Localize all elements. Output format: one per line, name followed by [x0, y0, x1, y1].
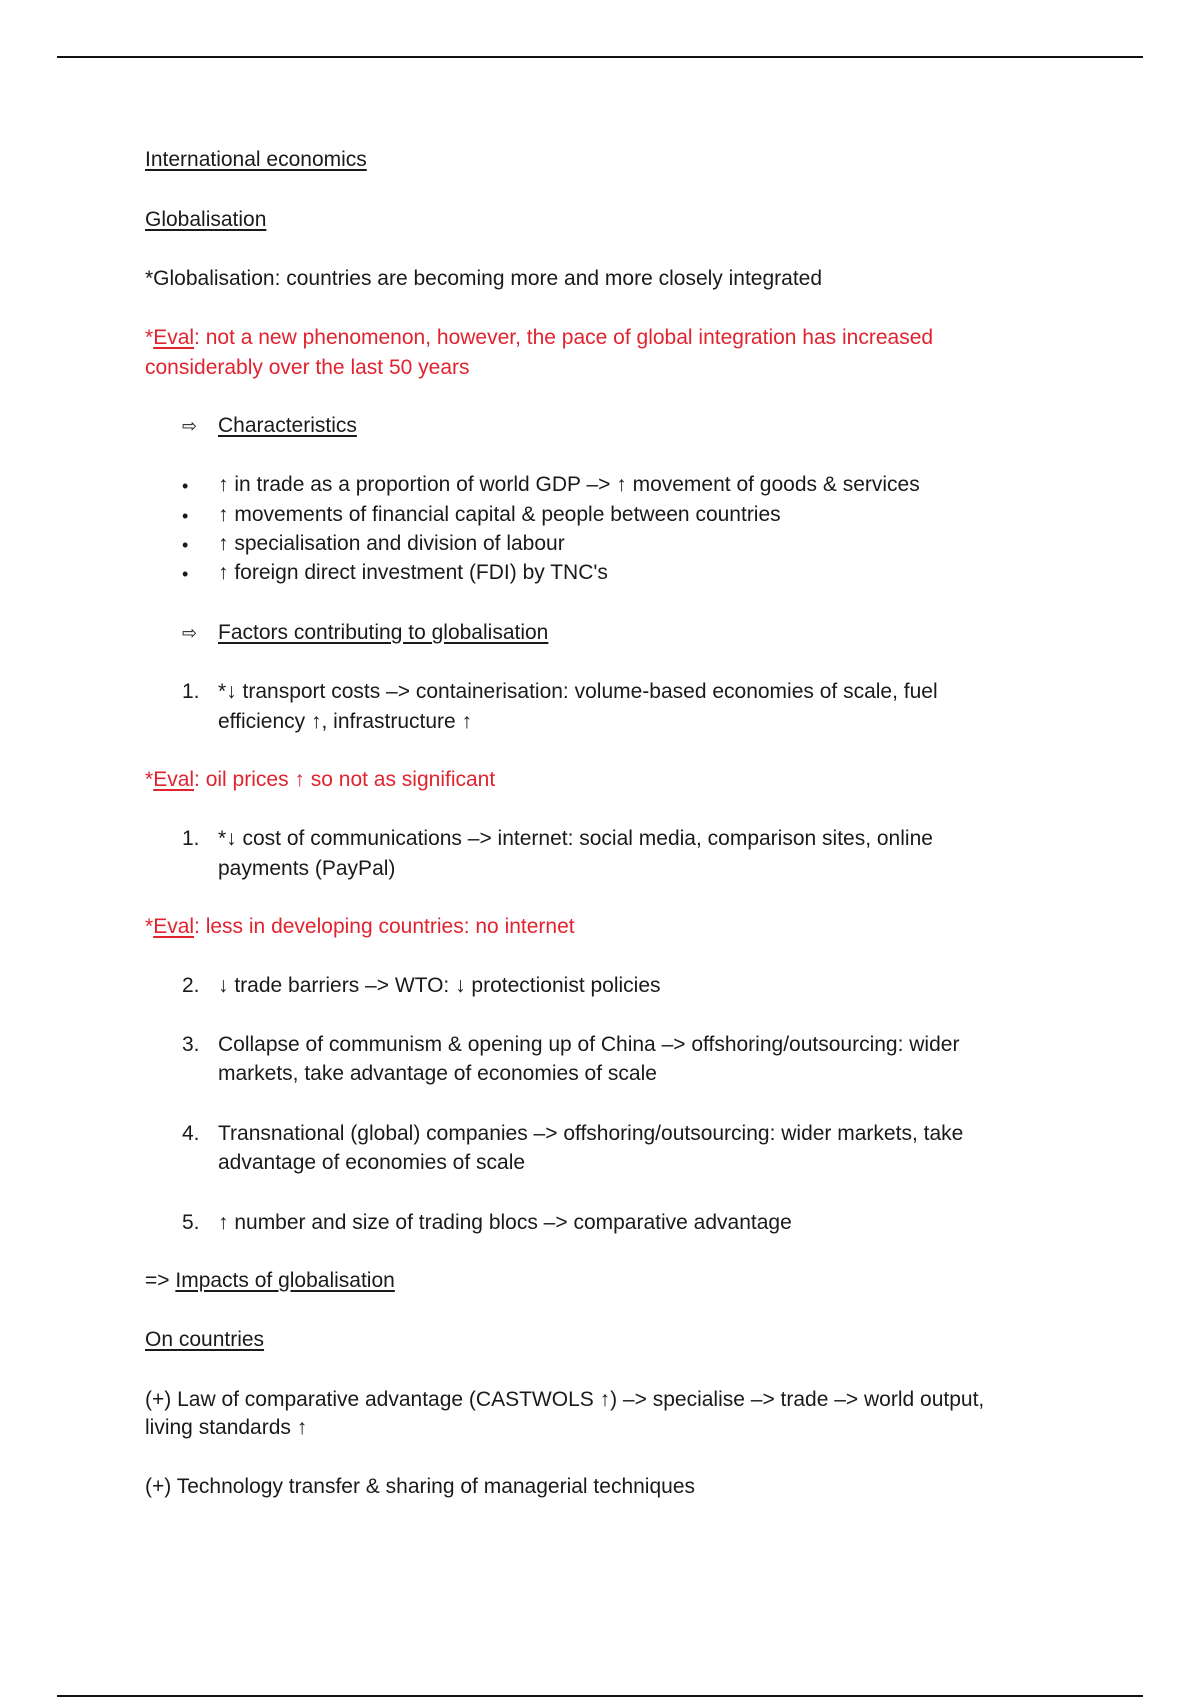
list-item: ↑ foreign direct investment (FDI) by TNC's: [218, 561, 608, 584]
list-number: 1.: [182, 680, 200, 703]
list-item: ↑ movements of financial capital & people between countries: [218, 503, 781, 526]
factor-item-continued: markets, take advantage of economies of scale: [218, 1062, 657, 1085]
factor-item-continued: advantage of economies of scale: [218, 1151, 526, 1174]
factor-item: Collapse of communism & opening up of China –> offshoring/outsourcing: wider: [218, 1033, 960, 1056]
eval-prefix: *: [145, 915, 154, 938]
list-number: 1.: [182, 827, 200, 850]
factor-item: ↓ trade barriers –> WTO: ↓ protectionist policies: [218, 974, 661, 997]
list-number: 2.: [182, 974, 200, 997]
page-title: International economics: [145, 148, 367, 171]
top-rule: [57, 56, 1143, 58]
list-number: 5.: [182, 1211, 200, 1234]
paragraph: (+) Technology transfer & sharing of managerial techniques: [145, 1475, 696, 1498]
eval-text: : less in developing countries: no internet: [194, 915, 575, 938]
impacts-heading: [145, 1266, 395, 1296]
bottom-rule: [57, 1695, 1143, 1697]
paragraph: (+) Law of comparative advantage (CASTWOLS ↑) –> specialise –> trade –> world output,: [145, 1388, 985, 1411]
eval-text: : oil prices ↑ so not as significant: [194, 768, 496, 791]
factor-item: Transnational (global) companies –> offshoring/outsourcing: wider markets, take: [218, 1122, 964, 1145]
list-item: ↑ specialisation and division of labour: [218, 532, 565, 555]
factor-item-continued: payments (PayPal): [218, 857, 396, 880]
definition: *Globalisation: countries are becoming more and more closely integrated: [145, 267, 823, 290]
eval-note: [145, 323, 933, 353]
eval-prefix: *: [145, 768, 154, 791]
eval-label: Eval: [153, 326, 195, 349]
bullet-icon: •: [182, 535, 189, 555]
bullet-icon: •: [182, 476, 189, 496]
factor-item: ↑ number and size of trading blocs –> comparative advantage: [218, 1211, 792, 1234]
eval-note: [145, 765, 495, 795]
impacts-heading-text: Impacts of globalisation: [175, 1269, 395, 1292]
arrow-icon: ⇨: [182, 623, 198, 643]
list-item: ↑ in trade as a proportion of world GDP –> ↑ movement of goods & services: [218, 473, 920, 496]
factor-item: *↓ transport costs –> containerisation: volume-based economies of scale, fuel: [218, 680, 938, 703]
arrow-icon: ⇨: [182, 416, 198, 436]
eval-note-continued: considerably over the last 50 years: [145, 356, 470, 379]
characteristics-heading: Characteristics: [218, 414, 357, 437]
eval-note: [145, 912, 575, 942]
impacts-prefix: =>: [145, 1269, 176, 1292]
paragraph-continued: living standards ↑: [145, 1416, 308, 1439]
section-heading: Globalisation: [145, 208, 267, 231]
eval-prefix: *: [145, 326, 154, 349]
bullet-icon: •: [182, 564, 189, 584]
factors-heading: Factors contributing to globalisation: [218, 621, 549, 644]
bullet-icon: •: [182, 506, 189, 526]
eval-label: Eval: [153, 915, 195, 938]
eval-label: Eval: [153, 768, 195, 791]
list-number: 4.: [182, 1122, 200, 1145]
list-number: 3.: [182, 1033, 200, 1056]
eval-text: : not a new phenomenon, however, the pace of global integration has increased: [194, 326, 934, 349]
factor-item-continued: efficiency ↑, infrastructure ↑: [218, 710, 473, 733]
factor-item: *↓ cost of communications –> internet: social media, comparison sites, online: [218, 827, 933, 850]
subheading: On countries: [145, 1328, 265, 1351]
